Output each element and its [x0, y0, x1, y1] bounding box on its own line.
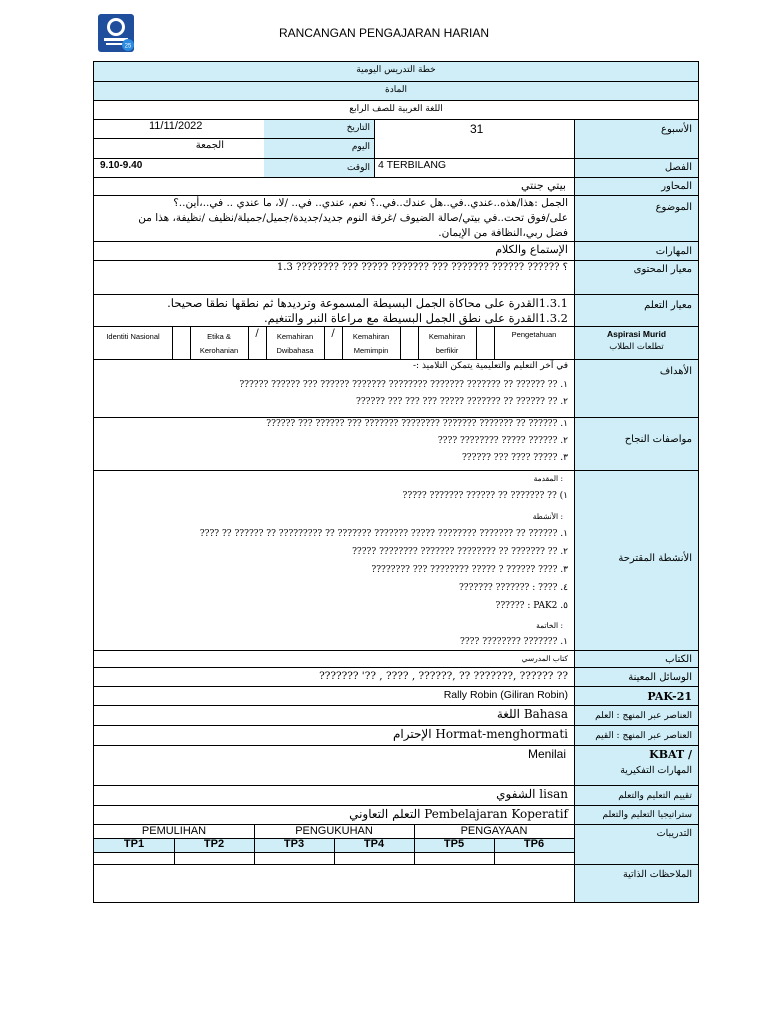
skills-value: الإستماع والكلام — [495, 243, 568, 256]
kbat-row — [94, 745, 698, 785]
time-value: 9.10-9.40 — [100, 160, 143, 171]
theme-label: المحاور — [574, 178, 698, 195]
aspirasi-dwibahasa: Kemahiran Dwibahasa — [276, 332, 314, 355]
activities-main-title: : الأنشطة — [532, 512, 563, 521]
aspirasi-row — [94, 326, 698, 359]
assessment-label: تقييم التعليم والتعلم — [574, 786, 698, 805]
kbat-label-ar: المهارات التفكيرية — [620, 765, 692, 776]
book-row — [94, 650, 698, 667]
content-standard-row — [94, 260, 698, 294]
cross-knowledge-value: Bahasa اللغة — [496, 707, 568, 721]
time-label: الوقت — [346, 163, 370, 173]
success-item: ٢. ?????? ????? ???????? ???? — [437, 436, 568, 446]
subject-value: اللغة العربية للصف الرابع — [349, 104, 443, 114]
tp-label: TP2 — [203, 838, 225, 850]
aspirasi-etika-mark: / — [255, 328, 259, 339]
cross-knowledge-label: العناصر عبر المنهج : العلم — [574, 706, 698, 725]
theme-row — [94, 177, 698, 195]
lesson-plan-table — [93, 61, 699, 903]
activity-item: ٣. ???? ?????? ? ????? ???????? ??? ???????? — [371, 565, 568, 575]
aspirasi-berfikir-mark — [476, 327, 494, 359]
class-value: 4 TERBILANG — [378, 159, 447, 171]
topic-line-1: الجمل :هذا/هذه..عندي..في..هل عندك..في..؟ نعم، عندي.. في.. /لا، ما عندي .. في..،أين..؟ — [173, 197, 568, 209]
aspirasi-dwibahasa-mark: / — [331, 328, 335, 339]
tp-label: TP3 — [283, 838, 305, 850]
tp-label: TP4 — [363, 838, 385, 850]
assessment-row — [94, 785, 698, 805]
activities-label: الأنشطة المقترحة — [574, 471, 698, 650]
success-label: مواصفات النجاح — [574, 418, 698, 470]
aspirasi-pengetahuan: Pengetahuan — [511, 330, 557, 339]
plan-title-row — [94, 62, 698, 81]
topic-line-2: على/فوق تحت..في بيتي/صالة الضيوف /غرفة النوم جديد/جديدة/جميل/جميلة/نظيف /نظيفة، هذا من — [138, 212, 568, 224]
skills-label: المهارات — [574, 242, 698, 260]
cross-knowledge-row — [94, 705, 698, 725]
class-label: الفصل — [664, 162, 692, 173]
reflection-row — [94, 864, 698, 902]
learning-standard-row — [94, 294, 698, 326]
strategy-value: Pembelajaran Koperatif التعلم التعاوني — [349, 807, 568, 821]
aspirasi-memimpin: Kemahiran Memimpin — [352, 332, 390, 355]
schedule-block — [94, 119, 698, 177]
objectives-row — [94, 359, 698, 417]
kbat-label-en: KBAT / — [649, 748, 692, 761]
strategy-row — [94, 805, 698, 824]
aids-value: ?? ?????? ,??????? ?? ,?????? , ???? , ??' ??????? — [319, 670, 568, 682]
topic-line-3: فضل ربي،النظافة من الإيمان. — [438, 227, 568, 239]
topic-label: الموضوع — [574, 196, 698, 241]
book-value: كتاب المدرسي — [521, 654, 568, 663]
tp-label: TP1 — [123, 838, 145, 850]
aids-row — [94, 667, 698, 686]
strategy-label: ستراتيجيا التعليم والتعلم — [574, 806, 698, 824]
document-title: RANCANGAN PENGAJARAN HARIAN — [278, 26, 490, 40]
subject-row — [94, 100, 698, 119]
content-standard-value: ؟ ?????? ?????? ??????? ??? ??????? ????? ??? ???????? 1.3 — [276, 262, 568, 273]
aspirasi-etika: Etika & Kerohanian — [199, 332, 239, 355]
tp-label: TP5 — [443, 838, 465, 850]
content-standard-label: معيار المحتوى — [574, 261, 698, 294]
activities-closing-title: : الخاتمة — [536, 621, 563, 630]
tp-label: TP6 — [523, 838, 545, 850]
objective-item: ٢. ?? ?????? ?? ??????? ????? ??? ??? ??? ?????? — [356, 397, 568, 407]
activities-closing-line: ١. ??????? ???????? ???? — [460, 637, 568, 647]
activities-row — [94, 470, 698, 650]
aspirasi-memimpin-mark — [400, 327, 418, 359]
success-criteria-row — [94, 417, 698, 470]
pak21-label: PAK-21 — [574, 687, 698, 705]
subject-label: المادة — [385, 85, 407, 95]
level-group: PENGUKUHAN — [295, 825, 373, 837]
week-value: 31 — [470, 122, 484, 136]
learning-standard-label: معيار التعلم — [574, 295, 698, 326]
activities-intro-line: ١) ?? ??????? ?? ?????? ??????? ????? — [402, 491, 568, 501]
success-item: ١. ?????? ?? ??????? ??????? ???????? ??????? ??? ?????? ??? ?????? — [266, 419, 568, 429]
day-value: الجمعة — [195, 140, 224, 151]
aspirasi-label: Aspirasi Murid — [606, 329, 667, 339]
objectives-label: الأهداف — [574, 360, 698, 417]
success-item: ٣. ????? ???? ??? ?????? — [461, 453, 568, 463]
activities-intro-title: : المقدمة — [533, 474, 563, 483]
learning-standard-line-2: 1.3.2القدرة على نطق الجمل البسيطة مع مراعاة النبر والتنغيم. — [264, 311, 568, 325]
assessment-value: lisan الشفوي — [496, 787, 568, 801]
objective-item: ١. ?? ?????? ?? ??????? ??????? ???????? ??????? ?????? ??? ?????? ?????? — [239, 380, 568, 390]
activity-item: ١. ?????? ?? ??????? ???????? ????? ??????? ??????? ?? ????????? ?? ?????? ?? ???? — [199, 529, 568, 539]
kbat-value: Menilai — [527, 747, 566, 761]
activity-item: ٢. ?? ??????? ?? ???????? ??????? ???????? ????? — [352, 547, 568, 557]
levels-row — [94, 824, 698, 864]
pak21-value: Rally Robin (Giliran Robin) — [443, 689, 568, 701]
learning-standard-line-1: 1.3.1القدرة على محاكاة الجمل البسيطة المسموعة وترديدها ثم نطقها نطقا صحيحا. — [167, 296, 568, 310]
levels-label: التدريبات — [574, 825, 698, 864]
topic-row — [94, 195, 698, 241]
day-label: اليوم — [351, 142, 370, 152]
week-label: الأسبوع — [660, 124, 692, 135]
skills-row — [94, 241, 698, 260]
activity-item: ٥. PAK2 : ?????? — [495, 601, 568, 611]
aids-label: الوسائل المعينة — [574, 668, 698, 686]
aspirasi-identiti: Identiti Nasional — [106, 332, 160, 341]
plan-title: خطة التدريس اليومية — [356, 65, 436, 75]
reflection-label: الملاحظات الذاتية — [574, 865, 698, 902]
cross-values-value: Hormat-menghormati الإحترام — [392, 727, 568, 741]
level-group: PENGAYAAN — [460, 825, 528, 837]
pak21-row — [94, 686, 698, 705]
cross-values-label: العناصر عبر المنهج : القيم — [574, 726, 698, 745]
cross-values-row — [94, 725, 698, 745]
activity-item: ٤. ???? : ??????? ??????? — [458, 583, 568, 593]
theme-value: بيتي جنتي — [521, 179, 566, 192]
subject-label-row — [94, 81, 698, 100]
aspirasi-identiti-mark — [172, 327, 190, 359]
objectives-intro: في آخر التعليم والتعليمية يتمكن التلاميذ :- — [413, 361, 568, 371]
book-label: الكتاب — [574, 651, 698, 667]
level-group: PEMULIHAN — [141, 825, 207, 837]
logo-text: 25 — [124, 43, 132, 50]
date-label: التاريخ — [346, 123, 370, 133]
date-value: 11/11/2022 — [149, 120, 203, 132]
aspirasi-label-ar: تطلعات الطلاب — [609, 342, 664, 352]
aspirasi-berfikir: Kemahiran berfikir — [428, 332, 466, 355]
